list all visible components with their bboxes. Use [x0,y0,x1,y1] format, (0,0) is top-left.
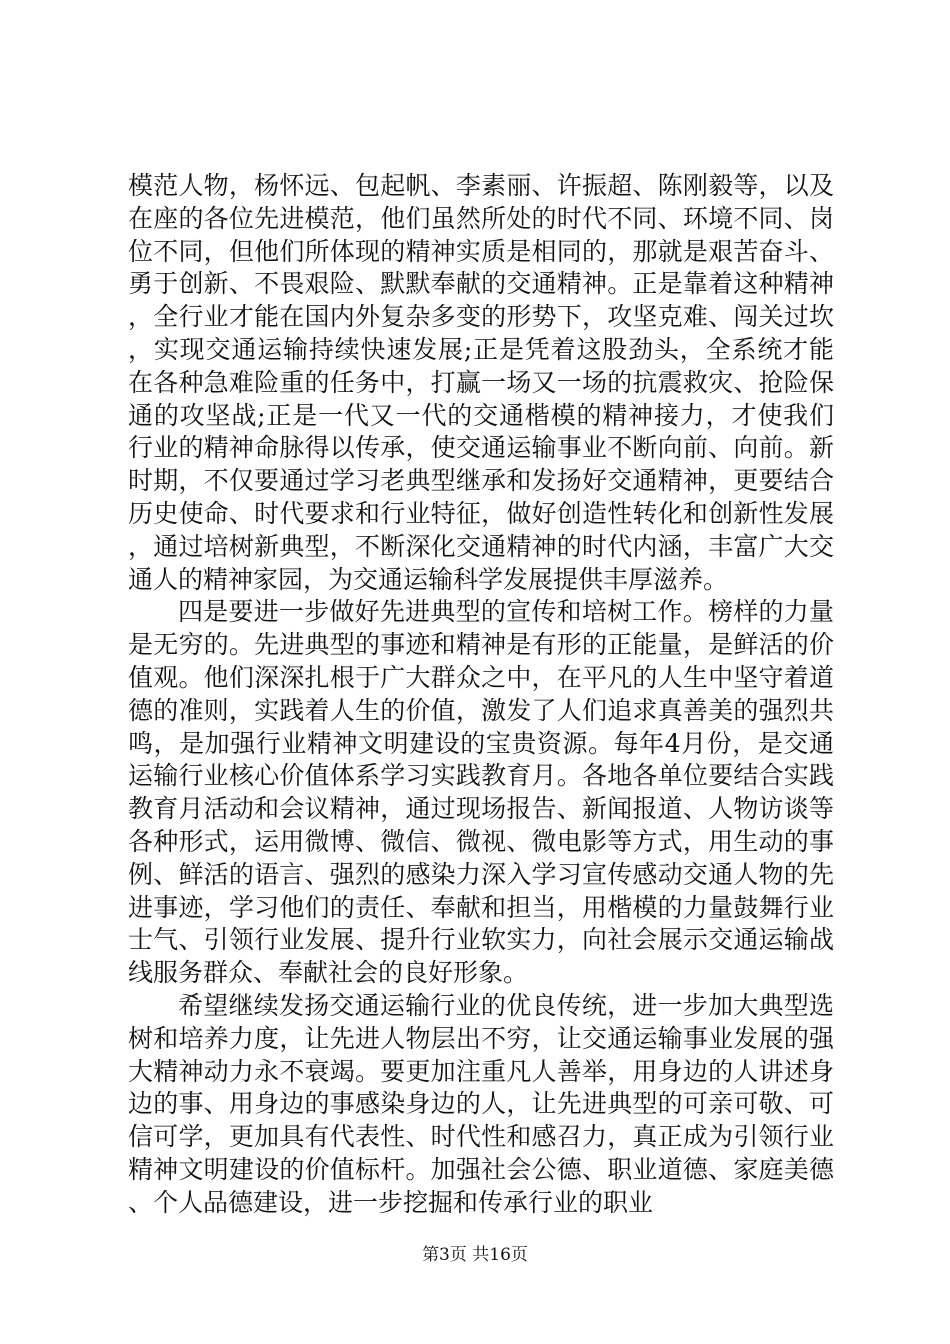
document-body [128,170,834,1220]
paragraph-3: 希望继续发扬交通运输行业的优良传统，进一步加大典型选树和培养力度，让先进人物层出不穷，让交通运输事业发展的强大精神动力永不衰竭。要更加注重凡人善举，用身边的人讲述身边的事、用身边的事感染身边的人，让先进典型的可亲可敬、可信可学，更加具有代表性、时代性和感召力，真正成为引领行业精神文明建设的价值标杆。加强社会公德、职业道德、家庭美德、个人品德建设，进一步挖掘和传承行业的职业 [128,990,834,1217]
paragraph-1: 模范人物，杨怀远、包起帆、李素丽、许振超、陈刚毅等，以及在座的各位先进模范，他们虽然所处的时代不同、环境不同、岗位不同，但他们所体现的精神实质是相同的，那就是艰苦奋斗、勇于创新、不畏艰险、默默奉献的交通精神。正是靠着这种精神，全行业才能在国内外复杂多变的形势下，攻坚克难、闯关过坎，实现交通运输持续快速发展;正是凭着这股劲头，全系统才能在各种急难险重的任务中，打赢一场又一场的抗震救灾、抢险保通的攻坚战;正是一代又一代的交通楷模的精神接力，才使我们行业的精神命脉得以传承，使交通运输事业不断向前、向前。新时期，不仅要通过学习老典型继承和发扬好交通精神，更要结合历史使命、时代要求和行业特征，做好创造性转化和创新性发展，通过培树新典型，不断深化交通精神的时代内涵，丰富广大交通人的精神家园，为交通运输科学发展提供丰厚滋养。 [128,171,834,594]
page-footer [0,1244,950,1266]
page-number-label: 第3页 共16页 [422,1245,528,1265]
paragraph-2: 四是要进一步做好先进典型的宣传和培树工作。榜样的力量是无穷的。先进典型的事迹和精神是有形的正能量，是鲜活的价值观。他们深深扎根于广大群众之中，在平凡的人生中坚守着道德的准则，实践着人生的价值，激发了人们追求真善美的强烈共鸣，是加强行业精神文明建设的宝贵资源。每年4月份，是交通运输行业核心价值体系学习实践教育月。各地各单位要结合实践教育月活动和会议精神，通过现场报告、新闻报道、人物访谈等各种形式，运用微博、微信、微视、微电影等方式，用生动的事例、鲜活的语言、强烈的感染力深入学习宣传感动交通人物的先进事迹，学习他们的责任、奉献和担当，用楷模的力量鼓舞行业士气、引领行业发展、提升行业软实力，向社会展示交通运输战线服务群众、奉献社会的良好形象。 [128,597,834,988]
